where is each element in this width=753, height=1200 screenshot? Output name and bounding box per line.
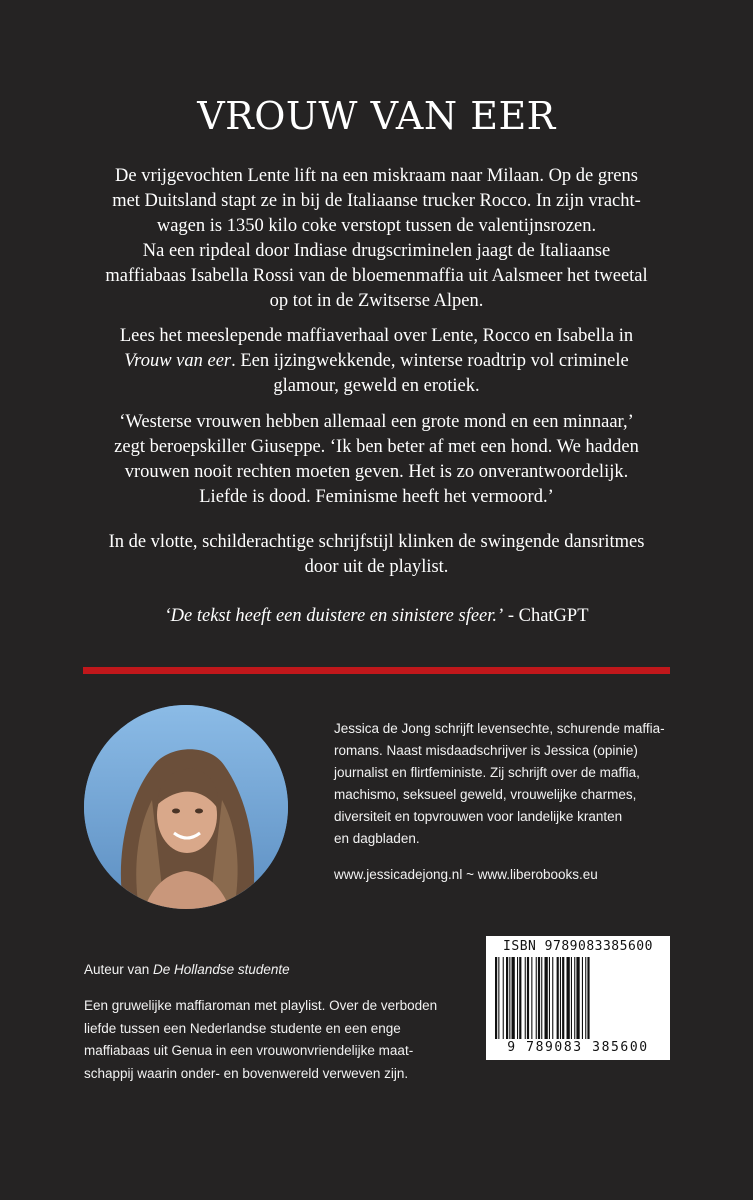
previous-book-blurb — [84, 995, 484, 1085]
bio-line: diversiteit en topvrouwen voor landelijke kranten — [334, 809, 623, 824]
barcode-bar — [509, 957, 510, 1039]
barcode-bar — [498, 957, 499, 1039]
barcode-bar — [525, 957, 526, 1039]
book-title-italic: Vrouw van eer — [124, 351, 232, 371]
red-divider — [83, 667, 670, 674]
blurb-line: glamour, geweld en erotiek. — [273, 376, 480, 396]
author-photo — [84, 705, 288, 909]
review-source: - ChatGPT — [503, 606, 589, 626]
blurb-paragraph-2 — [60, 324, 693, 399]
barcode-bar — [519, 957, 521, 1039]
bio-line: romans. Naast misdaadschrijver is Jessica (opinie) — [334, 743, 638, 758]
bio-line: en dagbladen. — [334, 831, 420, 846]
barcode-bar — [517, 957, 518, 1039]
blurb-line: maffiabaas Isabella Rossi van de bloemenmaffia uit Aalsmeer het tweetal — [105, 266, 648, 286]
barcode-bar — [576, 957, 579, 1039]
blurb-line — [60, 349, 693, 374]
blurb-line: zegt beroepskiller Giuseppe. ‘Ik ben beter af met een hond. We hadden — [114, 437, 639, 457]
blurb-line: Na een ripdeal door Indiase drugscriminelen jaagt de Italiaanse — [142, 241, 611, 261]
barcode-bar — [536, 957, 537, 1039]
barcode-bar — [506, 957, 508, 1039]
isbn-barcode — [486, 936, 670, 1060]
blurb-text: . Een ijzingwekkende, winterse roadtrip vol criminele — [231, 351, 629, 371]
review-line — [60, 604, 693, 629]
bio-line: Jessica de Jong schrijft levensechte, schurende maffia- — [334, 721, 665, 736]
author-bio — [334, 718, 684, 850]
barcode-bar — [567, 957, 570, 1039]
barcode-bar — [495, 957, 497, 1039]
previous-book-label — [84, 962, 290, 977]
blurb-line: Liefde is dood. Feminisme heeft het vermoord.’ — [199, 487, 554, 507]
barcode-bars-icon — [495, 957, 661, 1039]
blurb-line: wagen is 1350 kilo coke verstopt tussen de valentijnsrozen. — [156, 216, 597, 236]
isbn-digits: 9 789083 385600 — [507, 1040, 649, 1055]
barcode-bar — [560, 957, 561, 1039]
blurb-line: Lees het meeslepende maffiaverhaal over Lente, Rocco en Isabella in — [119, 326, 634, 346]
barcode-bar — [557, 957, 559, 1039]
review-quote — [60, 604, 693, 629]
barcode-bar — [549, 957, 550, 1039]
barcode-bar — [562, 957, 564, 1039]
prev-blurb-line: maffiabaas uit Genua in een vrouwonvriendelijke maat- — [84, 1043, 414, 1058]
barcode-bar — [538, 957, 540, 1039]
previous-book-prefix: Auteur van — [84, 962, 154, 977]
blurb-line: met Duitsland stapt ze in bij de Italiaanse trucker Rocco. In zijn vracht- — [112, 191, 641, 211]
author-websites: www.jessicadejong.nl ~ www.liberobooks.eu — [334, 867, 598, 882]
barcode-bar — [552, 957, 553, 1039]
bio-line: machismo, seksueel geweld, vrouwelijke charmes, — [334, 787, 637, 802]
blurb-paragraph-4 — [60, 530, 693, 580]
blurb-paragraph-1 — [60, 164, 693, 314]
author-portrait-illustration — [84, 705, 288, 909]
barcode-bar — [527, 957, 529, 1039]
blurb-line: ‘Westerse vrouwen hebben allemaal een grote mond en een minnaar,’ — [119, 412, 634, 432]
isbn-label: ISBN 9789083385600 — [503, 939, 653, 954]
barcode-bar — [531, 957, 532, 1039]
blurb-line: In de vlotte, schilderachtige schrijfstijl klinken de swingende dansritmes — [108, 532, 645, 552]
blurb-line: De vrijgevochten Lente lift na een miskraam naar Milaan. Op de grens — [115, 166, 638, 186]
previous-book-title: De Hollandse studente — [153, 962, 290, 977]
prev-blurb-line: schappij waarin onder- en bovenwereld verweven zijn. — [84, 1065, 409, 1081]
barcode-bar — [503, 957, 504, 1039]
barcode-bar — [541, 957, 542, 1039]
blurb-paragraph-3 — [60, 410, 693, 510]
barcode-bar — [585, 957, 586, 1039]
book-title: VROUW VAN EER — [197, 94, 556, 138]
barcode-bar — [571, 957, 572, 1039]
blurb-line: op tot in de Zwitserse Alpen. — [269, 291, 484, 311]
blurb-line: vrouwen nooit rechten moeten geven. Het is zo onverantwoordelijk. — [124, 462, 629, 482]
prev-blurb-line: Een gruwelijke maffiaroman met playlist. Over de verboden — [84, 998, 438, 1013]
prev-blurb-line: liefde tussen een Nederlandse studente en een enge — [84, 1020, 401, 1036]
review-quote-text: ‘De tekst heeft een duistere en sinistere sfeer.’ — [164, 606, 504, 626]
blurb-line: door uit de playlist. — [304, 557, 449, 577]
bio-line: journalist en flirtfeministe. Zij schrijft over de maffia, — [334, 765, 640, 780]
barcode-bar — [545, 957, 548, 1039]
barcode-bar — [582, 957, 583, 1039]
barcode-bar — [512, 957, 515, 1039]
barcode-bar — [587, 957, 589, 1039]
barcode-bar — [574, 957, 575, 1039]
